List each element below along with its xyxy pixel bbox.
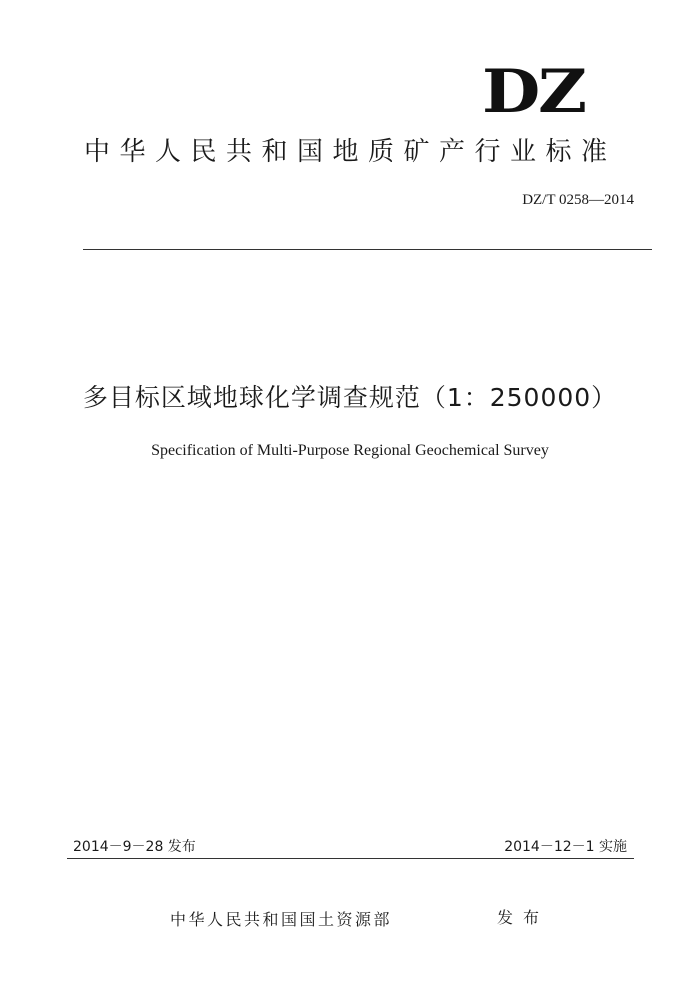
- implementation-date: 2014－12－1 实施: [504, 839, 627, 855]
- document-title-english: Specification of Multi-Purpose Regional Geochemical Survey: [151, 442, 549, 459]
- bottom-divider: [67, 858, 634, 859]
- issue-date: 2014－9－28 发布: [73, 839, 196, 855]
- standard-number: DZ/T 0258—2014: [522, 192, 634, 208]
- top-divider: [83, 249, 652, 250]
- dz-logo: DZ: [482, 57, 585, 127]
- standard-type-heading: 中华人民共和国地质矿产行业标准: [84, 137, 617, 167]
- publisher-name: 中华人民共和国国土资源部: [170, 910, 393, 929]
- publish-label: 发布: [497, 908, 550, 927]
- document-title-chinese: 多目标区域地球化学调查规范（1：250000）: [82, 383, 618, 412]
